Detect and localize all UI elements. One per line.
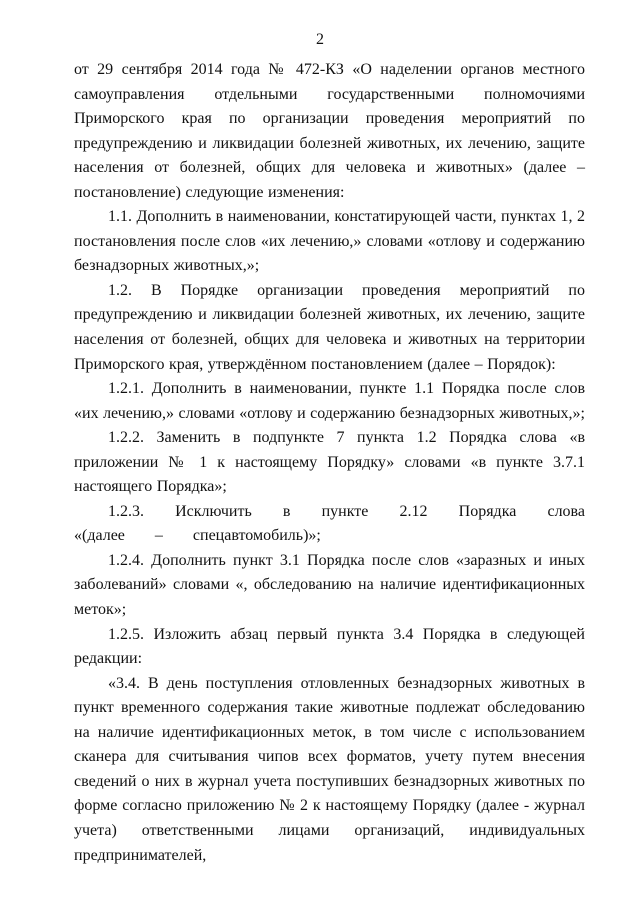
paragraph-1-2-3: 1.2.3. Исключить в пункте 2.12 Порядка слова «(далее – спецавтомобиль)»; — [74, 502, 585, 545]
paragraph-1-2-2: 1.2.2. Заменить в подпункте 7 пункта 1.2 Порядка слова «в приложении № 1 к настоящему Порядку» словами «в пункте 3.7.1 настоящего Порядка»; — [74, 429, 585, 496]
paragraph-1-1: 1.1. Дополнить в наименовании, констатирующей части, пунктах 1, 2 постановления после слов «их лечению,» словами «отлову и содержанию безнадзорных животных,»; — [74, 208, 585, 275]
paragraph-1-2: 1.2. В Порядке организации проведения мероприятий по предупреждению и ликвидации болезней животных, их лечению, защите населения от болезней, общих для человека и животных на территории Приморского края, утверждённом постановлением (далее – Порядок): — [74, 281, 585, 373]
page-number: 2 — [316, 31, 324, 48]
document-body — [74, 58, 585, 868]
paragraph-1-2-5: 1.2.5. Изложить абзац первый пункта 3.4 Порядка в следующей редакции: — [74, 625, 585, 668]
paragraph-1-2-4: 1.2.4. Дополнить пункт 3.1 Порядка после слов «заразных и иных заболеваний» словами «, обследованию на наличие идентификационных меток»; — [74, 551, 585, 619]
paragraph-intro: от 29 сентября 2014 года № 472-КЗ «О наделении органов местного самоуправления отдельными государственными полномочиями Приморского края по организации проведения мероприятий по предупреждению и ликвидации болезней животных, их лечению, защите населения от болезней, общих для человека и животных» (далее – постановление) следующие изменения: — [74, 61, 585, 201]
paragraph-1-2-1: 1.2.1. Дополнить в наименовании, пункте 1.1 Порядка после слов «их лечению,» словами «отлову и содержанию безнадзорных животных,»; — [74, 380, 585, 422]
paragraph-3-4-quote: «3.4. В день поступления отловленных безнадзорных животных в пункт временного содержания такие животные подлежат обследованию на наличие идентификационных меток, в том числе с использованием сканера для считывания чипов всех форматов, учету путем внесения сведений о них в журнал учета поступивших безнадзорных животных по форме согласно приложению № 2 к настоящему Порядку (далее - журнал учета) ответственными лицами организаций, индивидуальных предпринимателей, — [74, 674, 585, 864]
